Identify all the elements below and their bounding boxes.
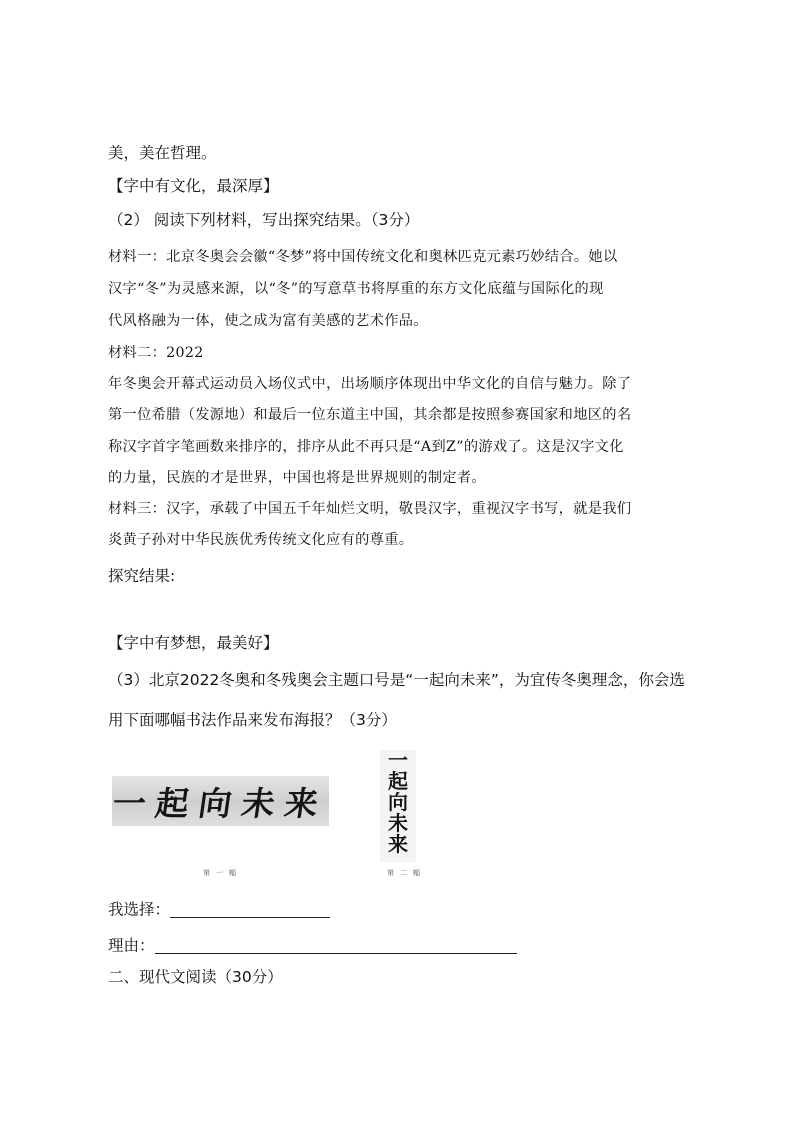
material-1-line: 材料一：北京冬奥会会徽“冬梦”将中国传统文化和奥林匹克元素巧妙结合。她以 — [108, 249, 618, 265]
question-3-cont: 用下面哪幅书法作品来发布海报？（3分） — [108, 711, 397, 729]
material-1-line: 汉字“冬”为灵感来源，以“冬”的写意草书将厚重的东方文化底蕴与国际化的现 — [108, 281, 604, 297]
choice-row — [108, 901, 330, 918]
material-2-line: 的力量，民族的才是世界，中国也将是世界规则的制定者。 — [108, 470, 486, 486]
choice-blank[interactable] — [170, 901, 330, 918]
calligraphy-vertical — [380, 750, 416, 862]
reason-label: 理由： — [108, 936, 155, 955]
material-3-line: 材料三：汉字，承载了中国五千年灿烂文明，敬畏汉字，重视汉字书写，就是我们 — [108, 501, 632, 517]
section-heading-dream: 【字中有梦想，最美好】 — [108, 634, 279, 652]
calligraphy-char: 一 — [388, 748, 408, 772]
material-1-line: 代风格融为一体，使之成为富有美感的艺术作品。 — [108, 313, 428, 329]
material-2-line: 材料二：2022 — [108, 345, 204, 361]
reason-row — [108, 937, 517, 954]
choice-label: 我选择： — [108, 900, 171, 919]
text-line: 美，美在哲理。 — [108, 144, 217, 162]
calligraphy-char: 未 — [388, 811, 408, 835]
reason-blank[interactable] — [155, 937, 517, 954]
section-heading-culture: 【字中有文化，最深厚】 — [108, 177, 279, 195]
part-2-heading: 二、现代文阅读（30分） — [108, 968, 283, 986]
calligraphy-char: 向 — [388, 790, 408, 814]
question-2: （2） 阅读下列材料，写出探究结果。（3分） — [108, 211, 420, 229]
calligraphy-char: 起 — [388, 769, 408, 793]
material-3-line: 炎黄子孙对中华民族优秀传统文化应有的尊重。 — [108, 532, 414, 548]
caption-second: 第二幅 — [387, 869, 426, 877]
caption-first: 第一幅 — [203, 869, 242, 877]
material-2-line: 第一位希腊（发源地）和最后一位东道主中国，其余都是按照参赛国家和地区的名 — [108, 407, 632, 423]
question-3: （3）北京2022冬奥和冬残奥会主题口号是“一起向未来”，为宜传冬奥理念，你会选 — [108, 671, 685, 689]
calligraphy-char: 来 — [388, 832, 408, 856]
calligraphy-horizontal — [109, 776, 331, 826]
material-2-line: 年冬奥会开幕式运动员入场仪式中，出场顺序体现出中华文化的自信与魅力。除了 — [108, 376, 632, 392]
calligraphy-horizontal-text: 一起向未来 — [109, 783, 331, 823]
result-label: 探究结果: — [108, 567, 176, 585]
material-2-line: 称汉字首字笔画数来排序的，排序从此不再只是“A到Z”的游戏了。这是汉字文化 — [108, 439, 624, 455]
